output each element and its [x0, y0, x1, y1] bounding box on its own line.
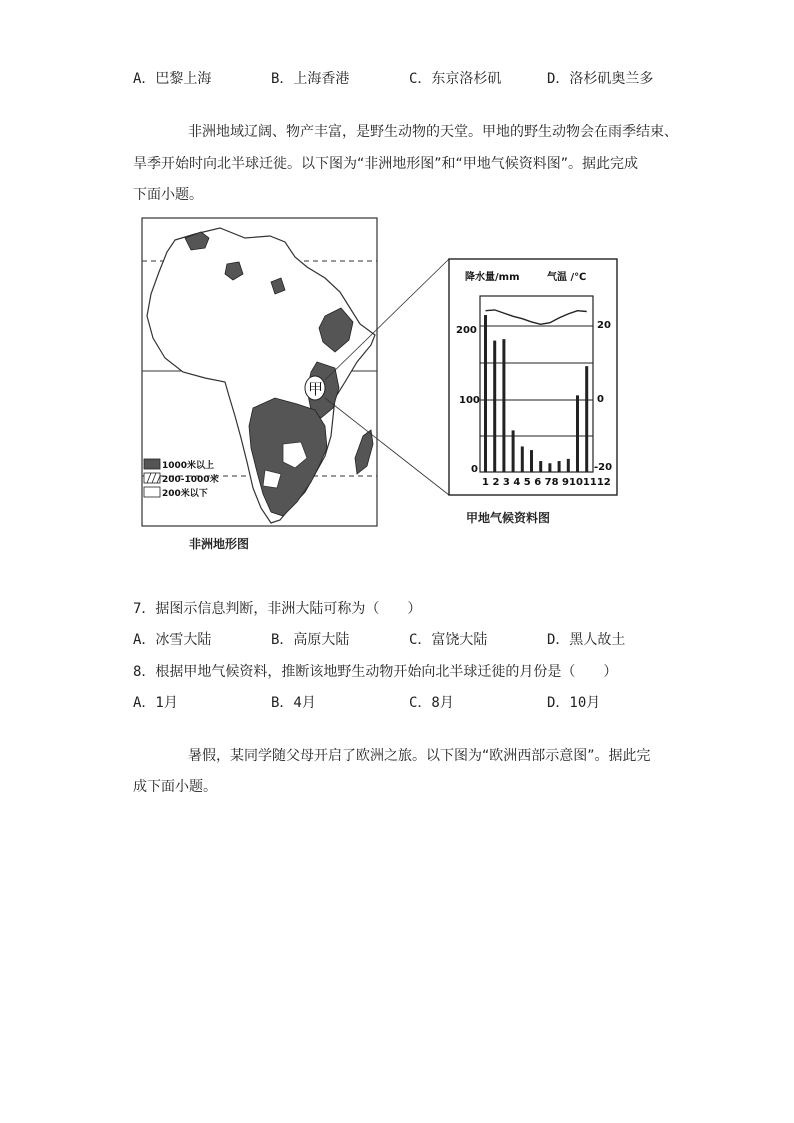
left-tick-0: 0	[471, 464, 478, 475]
q8-option-a: A．1月	[133, 695, 178, 711]
q7-option-a: A．冰雪大陆	[133, 632, 212, 648]
q7-stem: 7．据图示信息判断，非洲大陆可称为（ ）	[133, 601, 422, 617]
precip-bar-2	[493, 341, 496, 472]
intro-africa-line2: 旱季开始时向北半球迁徙。以下图为“非洲地形图”和“甲地气候资料图”。据此完成	[133, 156, 639, 172]
precip-bar-11	[576, 395, 579, 472]
map-marker-jia: 甲	[308, 380, 324, 398]
intro-africa-line3: 下面小题。	[133, 187, 203, 203]
right-tick-20: 20	[597, 320, 611, 331]
q8-option-c: C．8月	[409, 695, 454, 711]
figure-africa	[135, 212, 625, 532]
q6-option-b: B．上海香港	[271, 71, 350, 87]
month-labels: 1 2 3 4 5 6 78 9101112	[482, 477, 611, 488]
q8-stem: 8．根据甲地气候资料，推断该地野生动物开始向北半球迁徙的月份是（ ）	[133, 664, 618, 680]
q7-option-c: C．富饶大陆	[409, 632, 488, 648]
legend-high: 1000米以上	[162, 461, 215, 471]
q6-option-a: A．巴黎上海	[133, 71, 212, 87]
q7-option-d: D．黑人故土	[547, 632, 626, 648]
precip-bar-8	[548, 463, 551, 472]
precip-bar-3	[502, 339, 505, 472]
precip-bar-5	[521, 446, 524, 472]
intro-europe-line2: 成下面小题。	[133, 779, 217, 795]
precip-bar-7	[539, 461, 542, 472]
q6-option-d: D．洛杉矶奥兰多	[547, 71, 654, 87]
right-tick-0: 0	[597, 394, 604, 405]
legend-low: 200米以下	[162, 489, 208, 499]
legend-swatch-low	[144, 487, 160, 497]
precip-bar-6	[530, 450, 533, 472]
climate-caption: 甲地气候资料图	[466, 511, 551, 525]
right-axis-title: 气温 /℃	[547, 272, 587, 283]
precip-bar-9	[558, 461, 561, 472]
map-caption: 非洲地形图	[189, 537, 250, 551]
q8-option-b: B．4月	[271, 695, 316, 711]
left-axis-title: 降水量/mm	[465, 272, 520, 283]
precip-bar-1	[484, 315, 487, 472]
q8-option-d: D．10月	[547, 695, 601, 711]
q7-option-b: B．高原大陆	[271, 632, 350, 648]
right-tick-neg20: -20	[594, 462, 613, 473]
legend-mid: 200-1000米	[162, 475, 219, 485]
left-tick-200: 200	[456, 325, 477, 336]
precip-bar-12	[585, 366, 588, 472]
q6-option-c: C．东京洛杉矶	[409, 71, 502, 87]
precip-bar-10	[567, 459, 570, 472]
legend-swatch-high	[144, 459, 160, 469]
intro-africa-line1: 非洲地域辽阔、物产丰富，是野生动物的天堂。甲地的野生动物会在雨季结束、	[188, 124, 678, 140]
intro-europe-line1: 暑假，某同学随父母开启了欧洲之旅。以下图为“欧洲西部示意图”。据此完	[188, 748, 651, 764]
precip-bar-4	[512, 430, 515, 472]
left-tick-100: 100	[459, 395, 480, 406]
